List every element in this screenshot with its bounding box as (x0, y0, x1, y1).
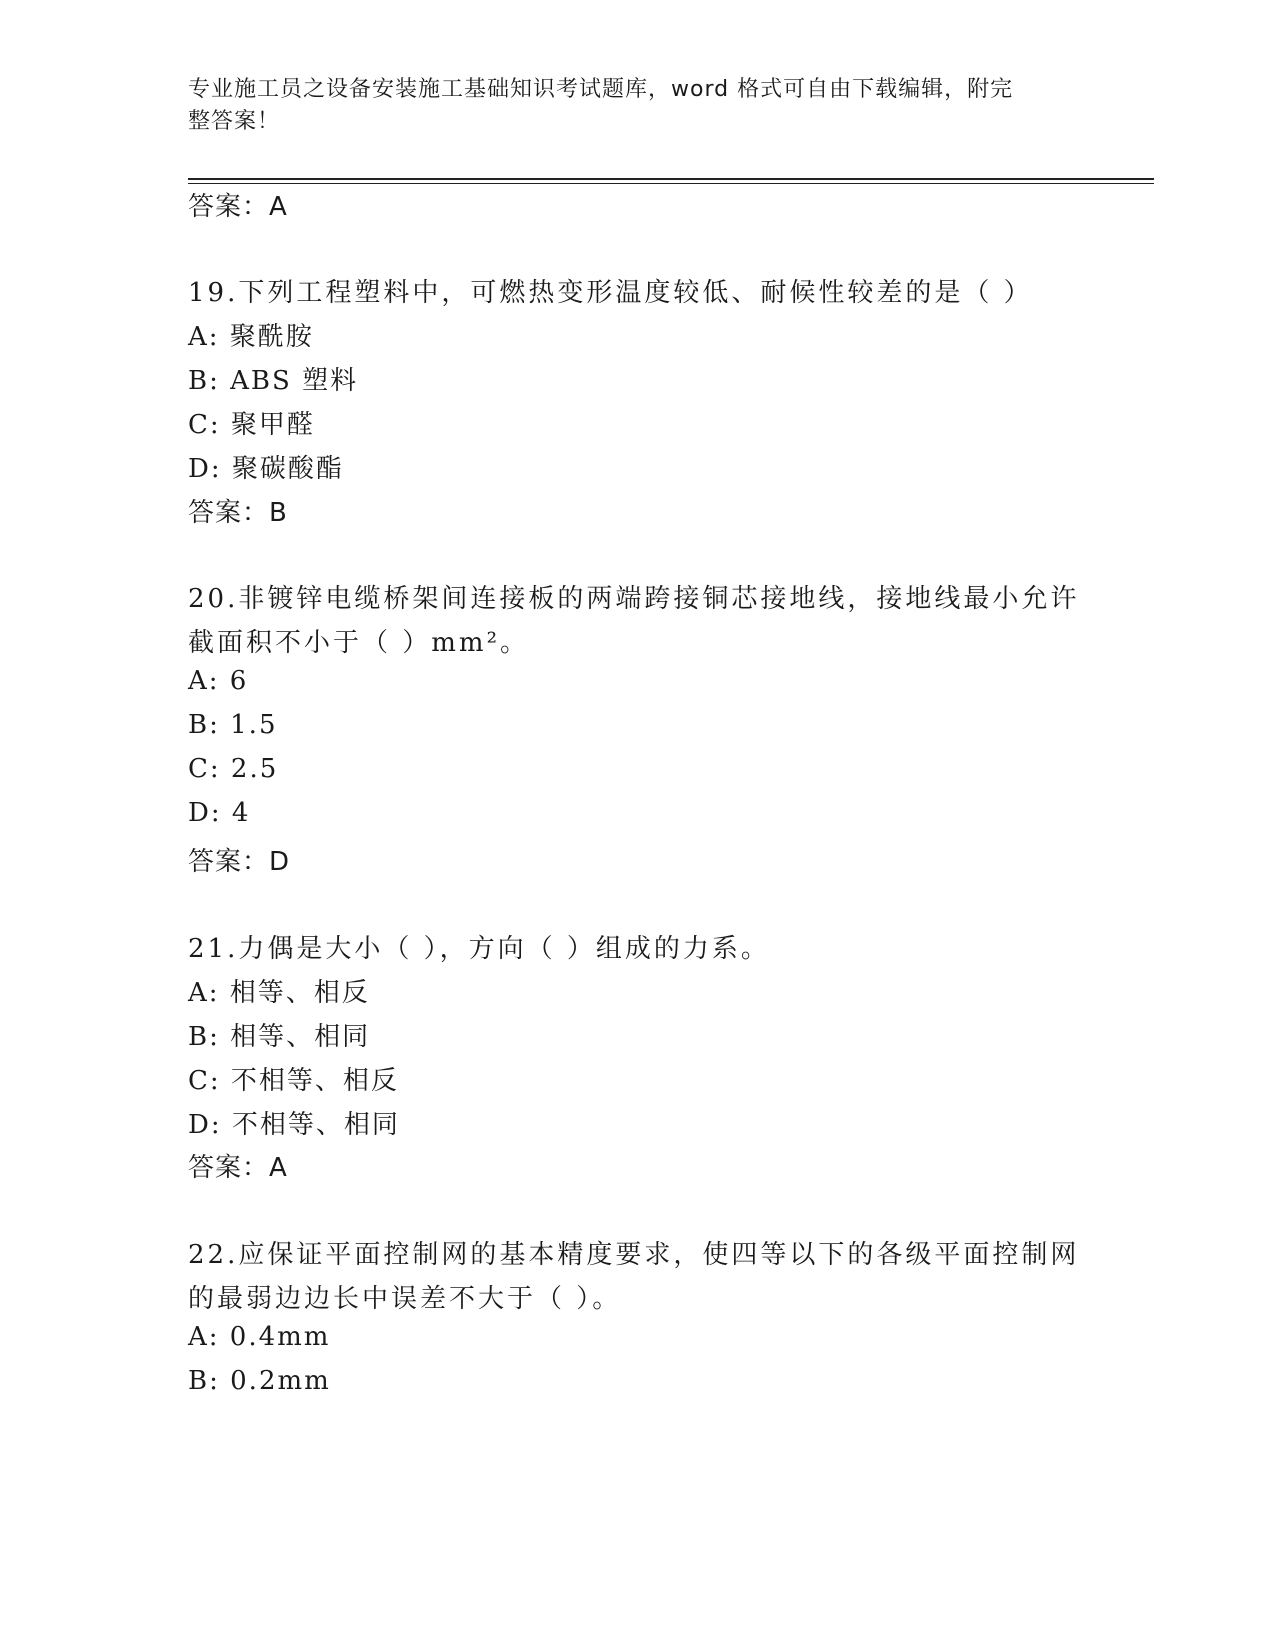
question-20-option-b: B: 1.5 (188, 710, 278, 740)
question-20-option-d: D: 4 (188, 798, 251, 828)
question-22-stem-line-2: 的最弱边边长中误差不大于（ ）。 (188, 1284, 622, 1314)
question-19-option-d: D: 聚碳酸酯 (188, 454, 344, 484)
question-20-stem-line-2: 截面积不小于（ ）mm²。 (188, 628, 529, 658)
question-19-option-c: C: 聚甲醛 (188, 410, 315, 440)
document-header (188, 74, 1068, 138)
question-21-option-d: D: 不相等、相同 (188, 1110, 400, 1140)
question-21-option-b: B: 相等、相同 (188, 1022, 371, 1052)
question-21-option-a: A: 相等、相反 (188, 978, 370, 1008)
question-19-stem: 19.下列工程塑料中，可燃热变形温度较低、耐候性较差的是（ ） (188, 278, 1033, 308)
header-divider-thick (188, 178, 1154, 180)
question-22-option-b: B: 0.2mm (188, 1366, 331, 1396)
question-20-option-c: C: 2.5 (188, 754, 279, 784)
question-19-option-b: B: ABS 塑料 (188, 366, 359, 396)
question-21-stem: 21.力偶是大小（ ），方向（ ）组成的力系。 (188, 934, 770, 964)
question-20-option-a: A: 6 (188, 666, 249, 696)
answer-q18: 答案：A (188, 192, 288, 222)
header-line-2: 整答案！ (188, 109, 281, 134)
question-19-option-a: A: 聚酰胺 (188, 322, 314, 352)
question-21-option-c: C: 不相等、相反 (188, 1066, 399, 1096)
question-20-stem-line-1: 20.非镀锌电缆桥架间连接板的两端跨接铜芯接地线，接地线最小允许 (188, 584, 1080, 614)
question-22-stem-line-1: 22.应保证平面控制网的基本精度要求，使四等以下的各级平面控制网 (188, 1240, 1080, 1270)
answer-q20: 答案：D (188, 847, 291, 877)
answer-q21: 答案：A (188, 1153, 288, 1183)
header-line-1: 专业施工员之设备安装施工基础知识考试题库，word 格式可自由下载编辑，附完 (188, 77, 1014, 102)
question-22-option-a: A: 0.4mm (188, 1322, 331, 1352)
answer-q19: 答案：B (188, 498, 288, 528)
header-divider-thin (188, 183, 1154, 184)
